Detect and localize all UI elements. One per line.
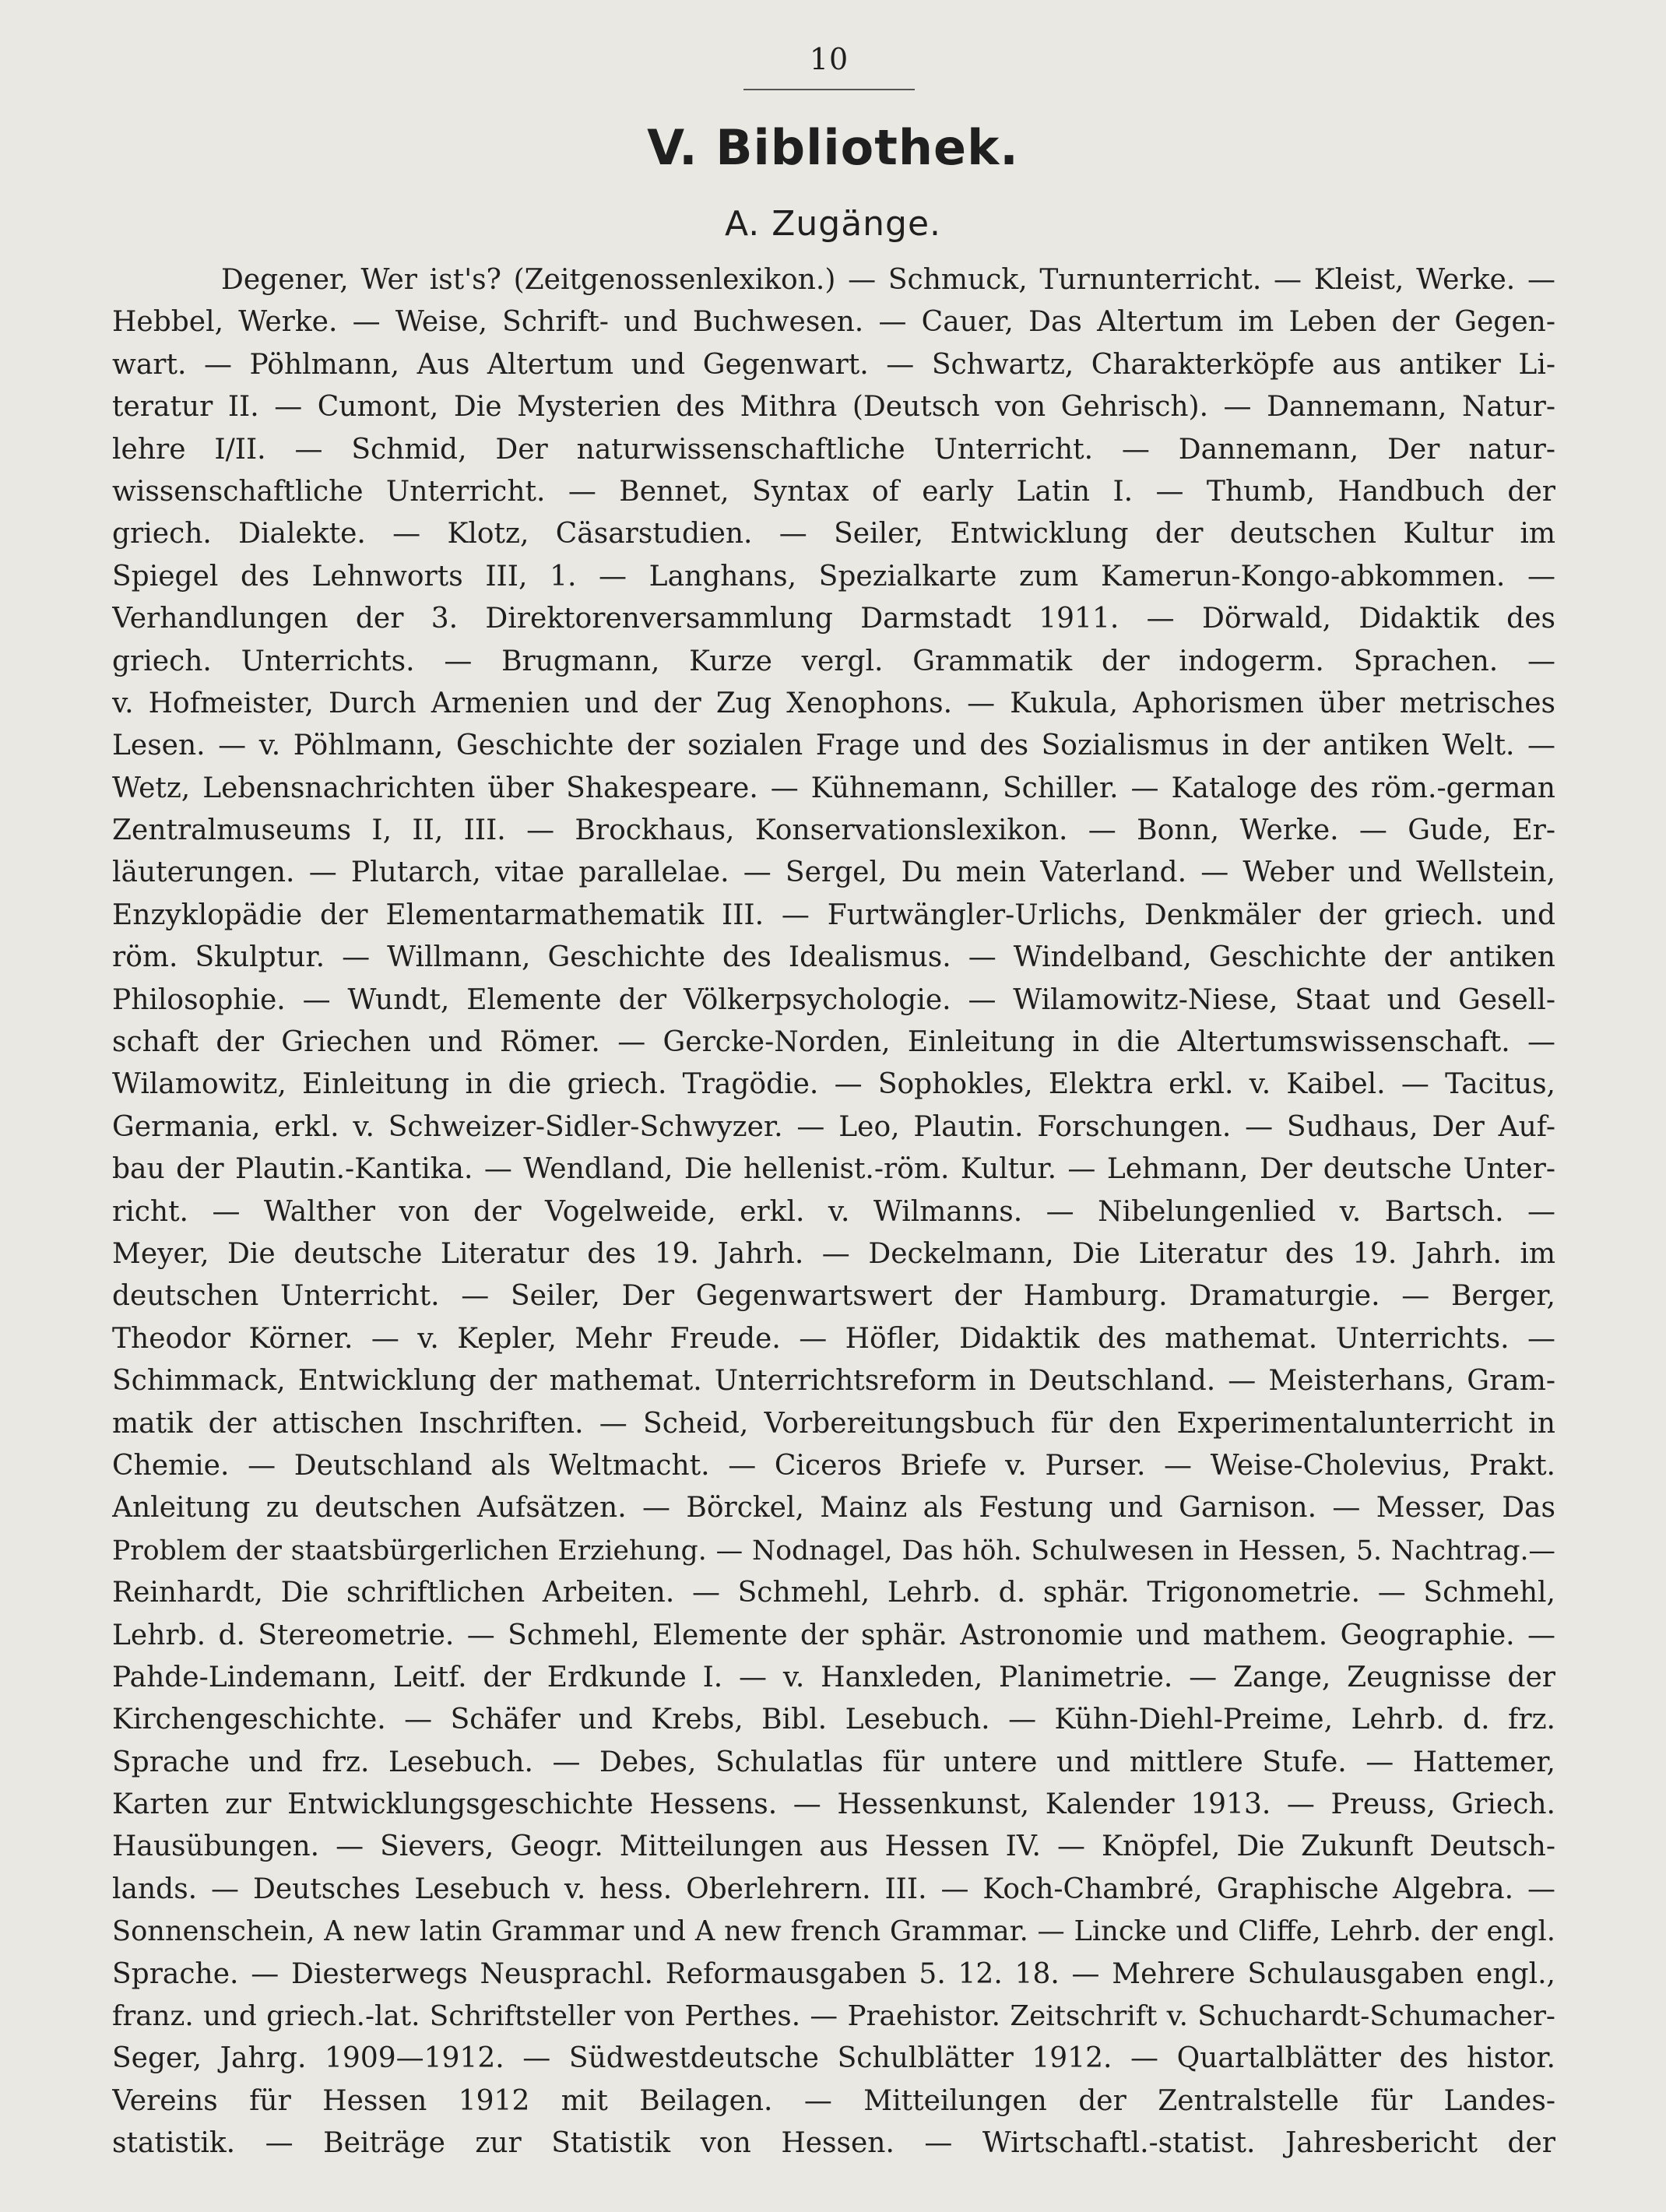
text-line: Hebbel, Werke. — Weise, Schrift- und Buchwesen. — Cauer, Das Altertum im Leben der Gegen- bbox=[112, 306, 1555, 339]
text-line: bau der Plautin.-Kantika. — Wendland, Die hellenist.-röm. Kultur. — Lehmann, Der deutsche Unter- bbox=[112, 1153, 1555, 1186]
subsection-title: A. Zugänge. bbox=[724, 204, 942, 244]
text-line: matik der attischen Inschriften. — Scheid, Vorbereitungsbuch für den Experimentalunterricht in bbox=[112, 1407, 1555, 1440]
text-line: Kirchengeschichte. — Schäfer und Krebs, Bibl. Lesebuch. — Kühn-Diehl-Preime, Lehrb. d. frz. bbox=[112, 1704, 1555, 1736]
text-line: Reinhardt, Die schriftlichen Arbeiten. — Schmehl, Lehrb. d. sphär. Trigonometrie. — Schmehl, bbox=[112, 1577, 1555, 1609]
text-line: röm. Skulptur. — Willmann, Geschichte des Idealismus. — Windelband, Geschichte der antiken bbox=[112, 941, 1555, 974]
text-line: wart. — Pöhlmann, Aus Altertum und Gegenwart. — Schwartz, Charakterköpfe aus antiker Li- bbox=[112, 348, 1555, 381]
text-line: Hausübungen. — Sievers, Geogr. Mitteilungen aus Hessen IV. — Knöpfel, Die Zukunft Deutsch- bbox=[112, 1830, 1555, 1863]
text-line: Problem der staatsbürgerlichen Erziehung. — Nodnagel, Das höh. Schulwesen in Hessen, 5. Nachtrag.— bbox=[112, 1535, 1555, 1567]
text-line: Degener, Wer ist's? (Zeitgenossenlexikon.) — Schmuck, Turnunterricht. — Kleist, Werke. — bbox=[221, 264, 1555, 296]
text-line: Enzyklopädie der Elementarmathematik III. — Furtwängler-Urlichs, Denkmäler der griech. und bbox=[112, 899, 1555, 931]
text-line: Karten zur Entwicklungsgeschichte Hessens. — Hessenkunst, Kalender 1913. — Preuss, Griech. bbox=[112, 1788, 1555, 1821]
text-line: griech. Dialekte. — Klotz, Cäsarstudien. — Seiler, Entwicklung der deutschen Kultur im bbox=[112, 518, 1555, 550]
text-line: lehre I/II. — Schmid, Der naturwissenschaftliche Unterricht. — Dannemann, Der natur- bbox=[112, 433, 1555, 466]
text-line: franz. und griech.-lat. Schriftsteller von Perthes. — Praehistor. Zeitschrift v. Schuchardt-Schumacher- bbox=[112, 2000, 1555, 2033]
text-line: wissenschaftliche Unterricht. — Bennet, Syntax of early Latin I. — Thumb, Handbuch der bbox=[112, 475, 1555, 508]
text-line: Wilamowitz, Einleitung in die griech. Tragödie. — Sophokles, Elektra erkl. v. Kaibel. — Tacitus, bbox=[112, 1068, 1555, 1101]
page-number-block bbox=[743, 40, 915, 90]
text-line: Germania, erkl. v. Schweizer-Sidler-Schwyzer. — Leo, Plautin. Forschungen. — Sudhaus, Der Auf- bbox=[112, 1110, 1555, 1143]
text-line: Meyer, Die deutsche Literatur des 19. Jahrh. — Deckelmann, Die Literatur des 19. Jahrh. im bbox=[112, 1237, 1555, 1270]
text-line: Sprache und frz. Lesebuch. — Debes, Schulatlas für untere und mittlere Stufe. — Hattemer, bbox=[112, 1746, 1555, 1778]
text-line: Lesen. — v. Pöhlmann, Geschichte der sozialen Frage und des Sozialismus in der antiken Welt. — bbox=[112, 730, 1555, 762]
text-line: lands. — Deutsches Lesebuch v. hess. Oberlehrern. III. — Koch-Chambré, Graphische Algebra. — bbox=[112, 1873, 1555, 1905]
text-line: Sprache. — Diesterwegs Neusprachl. Reformausgaben 5. 12. 18. — Mehrere Schulausgaben engl., bbox=[112, 1957, 1555, 1990]
text-line: teratur II. — Cumont, Die Mysterien des Mithra (Deutsch von Gehrisch). — Dannemann, Natur- bbox=[112, 391, 1555, 424]
text-line: Verhandlungen der 3. Direktorenversammlung Darmstadt 1911. — Dörwald, Didaktik des bbox=[112, 603, 1555, 635]
text-line: Pahde-Lindemann, Leitf. der Erdkunde I. — v. Hanxleden, Planimetrie. — Zange, Zeugnisse der bbox=[112, 1661, 1555, 1693]
text-line: Wetz, Lebensnachrichten über Shakespeare. — Kühnemann, Schiller. — Kataloge des röm.-german bbox=[112, 772, 1555, 804]
text-line: Zentralmuseums I, II, III. — Brockhaus, Konservationslexikon. — Bonn, Werke. — Gude, Er- bbox=[112, 814, 1555, 847]
page-number-rule bbox=[743, 89, 915, 90]
accessions-paragraph bbox=[112, 259, 1555, 2165]
section-title: V. Bibliothek. bbox=[647, 119, 1019, 176]
text-line: schaft der Griechen und Römer. — Gercke-Norden, Einleitung in die Altertumswissenschaft. — bbox=[112, 1026, 1555, 1059]
text-line: läuterungen. — Plutarch, vitae parallelae. — Sergel, Du mein Vaterland. — Weber und Wellstein, bbox=[112, 856, 1555, 889]
text-line: Chemie. — Deutschland als Weltmacht. — Ciceros Briefe v. Purser. — Weise-Cholevius, Prakt. bbox=[112, 1449, 1555, 1482]
text-line: v. Hofmeister, Durch Armenien und der Zug Xenophons. — Kukula, Aphorismen über metrisches bbox=[112, 687, 1555, 719]
text-line: Lehrb. d. Stereometrie. — Schmehl, Elemente der sphär. Astronomie und mathem. Geographie. — bbox=[112, 1619, 1555, 1651]
text-line: Spiegel des Lehnworts III, 1. — Langhans, Spezialkarte zum Kamerun-Kongo-abkommen. — bbox=[112, 560, 1555, 593]
page-number: 10 bbox=[809, 42, 849, 76]
text-line: Schimmack, Entwicklung der mathemat. Unterrichtsreform in Deutschland. — Meisterhans, Gram- bbox=[112, 1365, 1555, 1398]
text-line: statistik. — Beiträge zur Statistik von Hessen. — Wirtschaftl.-statist. Jahresbericht der bbox=[112, 2127, 1555, 2160]
text-line: Philosophie. — Wundt, Elemente der Völkerpsychologie. — Wilamowitz-Niese, Staat und Gesell- bbox=[112, 983, 1555, 1016]
text-line: Theodor Körner. — v. Kepler, Mehr Freude. — Höfler, Didaktik des mathemat. Unterrichts. — bbox=[112, 1322, 1555, 1355]
text-line: Seger, Jahrg. 1909—1912. — Südwestdeutsche Schulblätter 1912. — Quartalblätter des histor. bbox=[112, 2042, 1555, 2075]
text-line: griech. Unterrichts. — Brugmann, Kurze vergl. Grammatik der indogerm. Sprachen. — bbox=[112, 645, 1555, 677]
text-line: Vereins für Hessen 1912 mit Beilagen. — Mitteilungen der Zentralstelle für Landes- bbox=[112, 2084, 1555, 2117]
text-line: richt. — Walther von der Vogelweide, erkl. v. Wilmanns. — Nibelungenlied v. Bartsch. — bbox=[112, 1195, 1555, 1228]
text-line: Anleitung zu deutschen Aufsätzen. — Börckel, Mainz als Festung und Garnison. — Messer, Das bbox=[112, 1492, 1555, 1524]
text-line: deutschen Unterricht. — Seiler, Der Gegenwartswert der Hamburg. Dramaturgie. — Berger, bbox=[112, 1280, 1555, 1313]
text-line: Sonnenschein, A new latin Grammar und A new french Grammar. — Lincke und Cliffe, Lehrb. der engl. bbox=[112, 1915, 1555, 1948]
